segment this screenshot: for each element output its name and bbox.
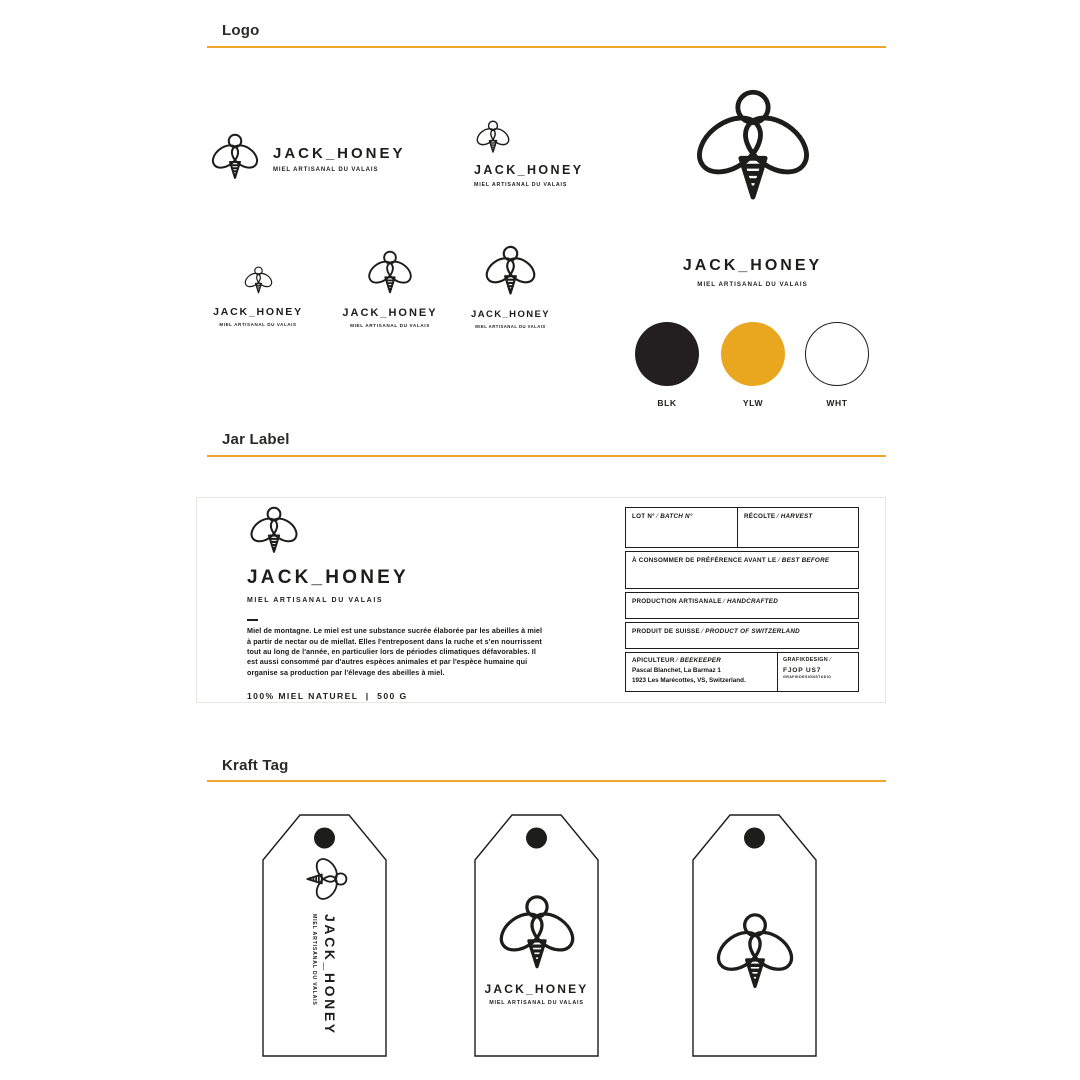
tag-content xyxy=(262,814,387,1057)
label-fr: PRODUCTION ARTISANALE xyxy=(632,598,722,605)
brand-tagline: MIEL ARTISANAL DU VALAIS xyxy=(475,324,546,329)
brand-name: JACK_HONEY xyxy=(682,257,823,274)
bee-logo-icon xyxy=(494,894,580,978)
swatch-code: WHT xyxy=(826,398,848,408)
logo-horizontal-text xyxy=(273,145,406,173)
label-fr: RÉCOLTE xyxy=(744,513,776,520)
lot-cell xyxy=(626,508,738,547)
table-row xyxy=(625,592,859,619)
table-row xyxy=(625,551,859,589)
logo-section-title: Logo xyxy=(222,22,260,39)
tag-content xyxy=(692,814,817,1057)
product-footer: 100% MIEL NATUREL | 500 G xyxy=(247,691,408,702)
swatch-code: BLK xyxy=(657,398,677,408)
jar-label-section-rule xyxy=(207,455,886,457)
bee-logo-icon xyxy=(209,133,261,185)
label-fr: À CONSOMMER DE PRÉFÉRENCE AVANT LE xyxy=(632,557,777,564)
kraft-tag-section-title: Kraft Tag xyxy=(222,757,289,774)
product-description: Miel de montagne. Le miel est une substance sucrée élaborée par les abeilles à miel à partir de nectar ou de miellat. Elles l'entreposent dans la ruche et s'en nourrissent tout au long de l'année, en particulier lors de périodes climatiques défavorables. Il est aussi consommé par d'autres espèces animales et par l'espèce humaine qui organise sa production par l'élevage des abeilles à miel. xyxy=(247,626,543,677)
logo-stacked-left-lockup xyxy=(474,120,583,188)
beekeeper-address xyxy=(632,666,771,686)
address-line: Pascal Blanchet, La Barmaz 1 xyxy=(632,667,721,674)
logo-stacked-medium xyxy=(340,250,440,328)
slash: ⁄ xyxy=(778,557,780,564)
bee-logo-icon xyxy=(365,250,415,299)
kraft-tag-stacked xyxy=(474,814,599,1057)
brand-name: JACK_HONEY xyxy=(471,309,550,320)
label-en: BEST BEFORE xyxy=(781,557,830,564)
brand-tagline: MIEL ARTISANAL DU VALAIS xyxy=(311,914,317,1006)
bee-logo-icon xyxy=(474,120,512,157)
table-row xyxy=(625,507,859,548)
divider-dash xyxy=(247,619,258,621)
logo-horizontal-lockup xyxy=(209,133,406,185)
design-studio-name: FJOP US7 xyxy=(783,667,822,674)
label-fr: APICULTEUR xyxy=(632,657,675,664)
brand-tagline: MIEL ARTISANAL DU VALAIS xyxy=(697,281,808,288)
design-credit-label: GRAFIKDESIGN xyxy=(783,657,828,663)
origin-cell xyxy=(626,623,858,640)
brand-tagline: MIEL ARTISANAL DU VALAIS xyxy=(247,597,384,604)
label-en: PRODUCT OF SWITZERLAND xyxy=(705,628,800,635)
label-en: HANDCRAFTED xyxy=(727,598,779,605)
bee-logo-icon xyxy=(301,856,348,902)
table-row xyxy=(625,652,859,692)
production-cell xyxy=(626,593,858,610)
brand-tagline: MIEL ARTISANAL DU VALAIS xyxy=(489,1000,584,1006)
swatch-code: YLW xyxy=(742,398,764,408)
brand-name: JACK_HONEY xyxy=(247,567,409,588)
brand-name: JACK_HONEY xyxy=(273,145,406,162)
label-en: BEEKEEPER xyxy=(679,657,722,664)
logo-primary-lockup xyxy=(660,88,845,288)
label-fr: LOT N° xyxy=(632,513,655,520)
bee-logo-icon xyxy=(711,912,799,998)
jar-label xyxy=(196,497,886,703)
color-swatch-yellow xyxy=(721,322,785,408)
color-swatch-black xyxy=(635,322,699,408)
jar-label-section-title: Jar Label xyxy=(222,431,290,448)
design-credit-cell xyxy=(778,653,858,691)
logo-section-rule xyxy=(207,46,886,48)
slash: ⁄ xyxy=(676,657,678,664)
slash: ⁄ xyxy=(656,513,659,520)
kraft-tag-icon-only xyxy=(692,814,817,1057)
brand-tagline: MIEL ARTISANAL DU VALAIS xyxy=(350,323,430,328)
jar-label-brand-block xyxy=(247,506,547,701)
brand-name: JACK_HONEY xyxy=(213,306,303,318)
brand-tagline: MIEL ARTISANAL DU VALAIS xyxy=(219,322,297,327)
jar-label-info-table xyxy=(625,507,859,692)
slash: ⁄ xyxy=(777,513,779,520)
brand-name: JACK_HONEY xyxy=(484,982,589,996)
label-en: BATCH N° xyxy=(660,513,693,520)
address-line: 1923 Les Marécottes, VS, Switzerland. xyxy=(632,676,746,684)
bee-logo-icon xyxy=(690,88,816,214)
white-swatch-circle xyxy=(805,322,869,386)
black-swatch-circle xyxy=(635,322,699,386)
brand-name: JACK_HONEY xyxy=(474,163,584,177)
beekeeper-cell xyxy=(626,653,778,691)
design-studio-sub: GRAFIKDESIGNSTUDIO xyxy=(783,675,832,679)
tag-content xyxy=(474,814,599,1057)
brand-tagline: MIEL ARTISANAL DU VALAIS xyxy=(273,167,379,173)
logo-stacked-large xyxy=(463,245,558,329)
logo-stacked-small xyxy=(211,266,305,327)
slash: ⁄ xyxy=(701,628,704,635)
brand-tagline: MIEL ARTISANAL DU VALAIS xyxy=(474,182,568,188)
slash: ⁄ xyxy=(829,657,832,663)
label-en: HARVEST xyxy=(780,513,813,520)
color-swatch-white xyxy=(805,322,869,408)
best-before-cell xyxy=(626,552,858,569)
bee-logo-icon xyxy=(482,245,539,301)
bee-logo-icon xyxy=(247,506,301,559)
slash: ⁄ xyxy=(723,598,725,605)
harvest-cell xyxy=(738,508,858,547)
kraft-tag-section-rule xyxy=(207,780,886,782)
table-row xyxy=(625,622,859,649)
brand-name: JACK_HONEY xyxy=(342,307,438,319)
bee-logo-icon xyxy=(243,266,274,297)
yellow-swatch-circle xyxy=(721,322,785,386)
kraft-tag-rotated xyxy=(262,814,387,1057)
rotated-logo-lockup xyxy=(300,856,350,1048)
brand-name: JACK_HONEY xyxy=(322,914,338,1036)
label-fr: PRODUIT DE SUISSE xyxy=(632,628,700,635)
